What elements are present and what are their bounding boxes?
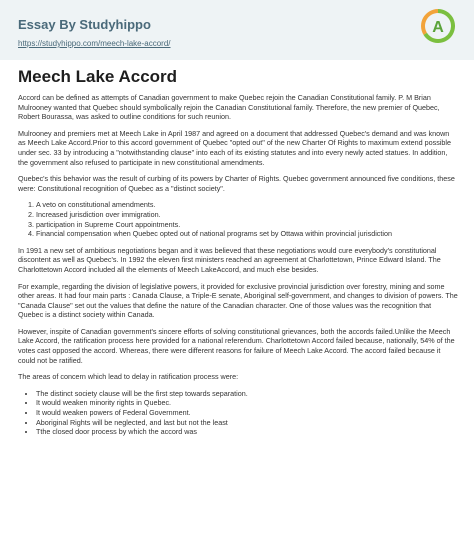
concern-item: • It would weaken powers of Federal Government.: [36, 408, 458, 418]
condition-item: 3. participation in Supreme Court appointments.: [36, 220, 458, 230]
studyhippo-logo-icon[interactable]: [421, 9, 455, 43]
conditions-list: [18, 200, 458, 238]
paragraph-charlottetown: In 1991 a new set of ambitious negotiations began and it was believed that these negotiations would cure everybody's constitutional discontent as well as Quebec's. In 1992 the eleven first ministers reached an agreement at Charlottetown, Prince Edward Island. The Charlottetown Accord included all the elements of Meech LakeAccord, and much else besides.: [18, 245, 441, 274]
condition-item: 1. A veto on constitutional amendments.: [36, 200, 458, 210]
condition-item: 2. Increased jurisdiction over immigration.: [36, 210, 458, 220]
paragraph-meech-lake-meeting: Mulrooney and premiers met at Meech Lake in April 1987 and agreed on a document that addressed Quebec's demand and was known as Meech Lake Accord.Prior to this accord government of Quebec "opted out" of the new Charter Of Rights to maximum extend possible under sec. 33 by introducing a "notwithstanding clause" into each of its existing statutes and into every newly acted statues. In addition, the government also refused to participate in new constitutional amendments.: [18, 128, 451, 167]
paragraph-accords-failed: However, inspite of Canadian government's sincere efforts of solving constitutional grievances, both the accords failed.Unlike the Meech Lake Accord, the ratification process here provided for a national referendum. Charlottetown Accord failed because, nationally, 54% of the votes cast opposed the accord. Whereas, there were different reasons for failure of Meech Lake Accord. The accord failed because it could not be ratified.: [18, 326, 455, 365]
concern-item: • Aboriginal Rights will be neglected, and last but not the least: [36, 418, 458, 428]
article-title: Meech Lake Accord: [18, 67, 178, 86]
paragraph-legislative-powers: For example, regarding the division of legislative powers, it provided for exclusive provincial jurisdiction over forestry, mining and some other areas. It had four main parts : Canada Clause, a Triple-E senate, Aboriginal self-government, and changes to division of powers. The "Canada Clause" set out the values that define the nature of the Canadian character. One of those values was the recognition that Quebec is a distinct society within Canada.: [18, 281, 458, 320]
concern-item: • It would weaken minority rights in Quebec.: [36, 398, 458, 408]
condition-item: 4. Financial compensation when Quebec opted out of national programs set by Ottawa within provincial jurisdiction: [36, 229, 458, 239]
paragraph-areas-of-concern: The areas of concern which lead to delay in ratification process were:: [18, 372, 239, 382]
paragraph-quebec-conditions: Quebec's this behavior was the result of curbing of its powers by Charter of Rights. Quebec government announced five conditions, these were: Constitutional recognition of Quebec as a "distinct society".: [18, 174, 455, 193]
logo-letter: A: [432, 19, 444, 36]
paragraph-intro: Accord can be defined as attempts of Canadian government to make Quebec rejoin the Canadian Constitutional family. P. M Brian Mulrooney wanted that Quebec should symbolically rejoin the Canadian Constitutional family. Therefore, the new premier of Quebec, Robert Bourassa, was asked to outline conditions for such reunion.: [18, 93, 440, 122]
concerns-list: [18, 389, 458, 437]
concern-item: • Tthe closed door process by which the accord was: [36, 427, 458, 437]
page-url-link[interactable]: https://studyhippo.com/meech-lake-accord/: [18, 39, 171, 48]
concern-item: • The distinct society clause will be the first step towards separation.: [36, 389, 458, 399]
site-title[interactable]: Essay By Studyhippo: [18, 17, 151, 32]
article-content: [18, 67, 458, 444]
site-header: [0, 0, 474, 60]
